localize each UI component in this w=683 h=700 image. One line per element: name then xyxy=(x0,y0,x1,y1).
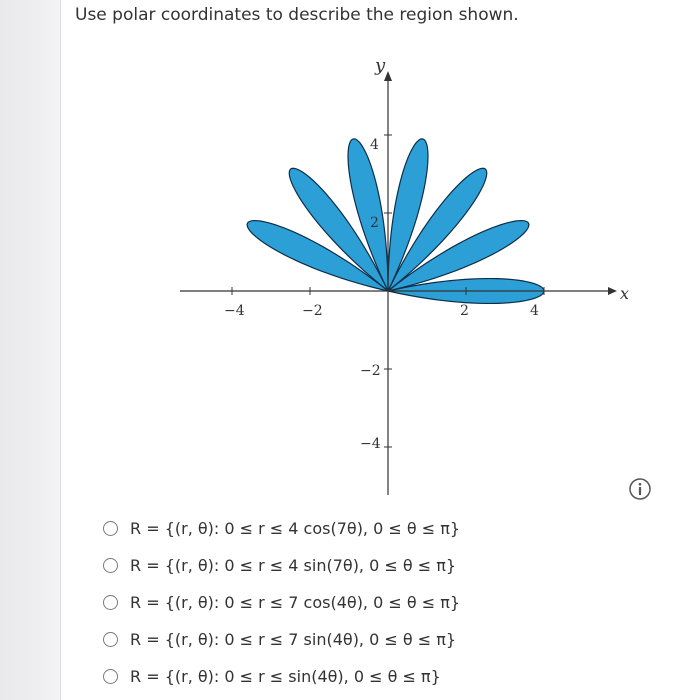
question-text: Use polar coordinates to describe the region shown. xyxy=(75,5,519,25)
option-label: R = {(r, θ): 0 ≤ r ≤ 4 cos(7θ), 0 ≤ θ ≤ π} xyxy=(130,519,461,538)
radio-button[interactable] xyxy=(103,669,118,684)
answer-option-4[interactable] xyxy=(103,621,460,658)
x-tick-label-neg4: −4 xyxy=(224,303,245,319)
answer-options xyxy=(103,510,460,695)
radio-button[interactable] xyxy=(103,558,118,573)
radio-button[interactable] xyxy=(103,595,118,610)
x-tick-label-2: 2 xyxy=(460,303,469,319)
option-label: R = {(r, θ): 0 ≤ r ≤ 7 cos(4θ), 0 ≤ θ ≤ π} xyxy=(130,593,461,612)
radio-button[interactable] xyxy=(103,632,118,647)
answer-option-3[interactable] xyxy=(103,584,460,621)
x-tick-label-neg2: −2 xyxy=(302,303,323,319)
option-label: R = {(r, θ): 0 ≤ r ≤ sin(4θ), 0 ≤ θ ≤ π} xyxy=(130,667,441,686)
y-tick-label-2: 2 xyxy=(370,215,379,231)
rose-petals xyxy=(247,139,544,304)
x-axis-arrow xyxy=(608,287,617,295)
info-icon[interactable] xyxy=(628,477,652,501)
answer-option-5[interactable] xyxy=(103,658,460,695)
answer-option-1[interactable] xyxy=(103,510,460,547)
y-tick-label-4: 4 xyxy=(370,137,379,153)
answer-option-2[interactable] xyxy=(103,547,460,584)
y-tick-label-neg4: −4 xyxy=(360,436,381,452)
polar-rose-plot xyxy=(170,45,640,495)
y-axis-arrow xyxy=(384,71,392,81)
option-label: R = {(r, θ): 0 ≤ r ≤ 7 sin(4θ), 0 ≤ θ ≤ π} xyxy=(130,630,457,649)
y-axis-label: y xyxy=(375,55,386,76)
option-label: R = {(r, θ): 0 ≤ r ≤ 4 sin(7θ), 0 ≤ θ ≤ π} xyxy=(130,556,457,575)
radio-button[interactable] xyxy=(103,521,118,536)
y-tick-label-neg2: −2 xyxy=(360,363,381,379)
left-sidebar-strip xyxy=(0,0,61,700)
x-axis-label: x xyxy=(620,284,630,303)
x-tick-label-4: 4 xyxy=(530,303,539,319)
